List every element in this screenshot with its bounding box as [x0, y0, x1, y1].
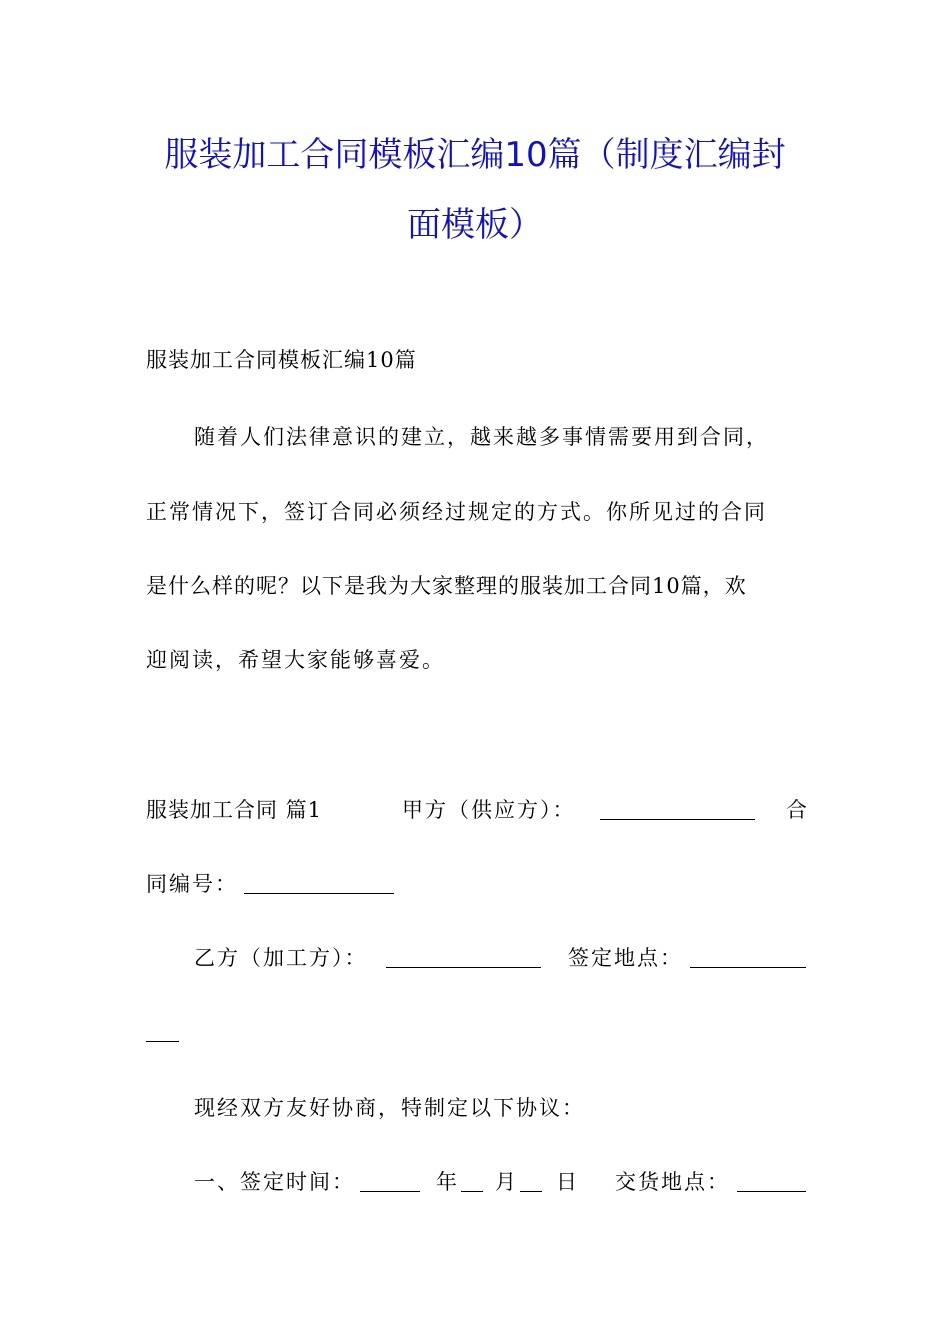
- party-a-blank: [600, 799, 755, 820]
- party-b-label: 乙方（加工方）：: [194, 946, 368, 970]
- party-a-label: 甲方（供应方）：: [402, 798, 576, 822]
- sign-month-blank: [461, 1171, 483, 1192]
- intro-line-3: 是什么样的呢？以下是我为大家整理的服装加工合同10篇，欢: [146, 574, 747, 598]
- delivery-place-label: 交货地点：: [615, 1170, 730, 1194]
- sign-place-blank: [690, 947, 806, 968]
- agreement-intro: 现经双方友好协商，特制定以下协议：: [194, 1096, 585, 1120]
- intro-line-2: 正常情况下，签订合同必须经过规定的方式。你所见过的合同: [146, 500, 767, 524]
- document-subtitle: 服装加工合同模板汇编10篇: [146, 348, 417, 372]
- delivery-place-blank: [737, 1171, 806, 1192]
- item1-label: 一、签定时间：: [194, 1170, 355, 1194]
- contract-no-blank: [244, 873, 394, 894]
- contract-no-label: 同编号：: [146, 872, 238, 896]
- month-label: 月: [495, 1170, 518, 1194]
- intro-line-1: 随着人们法律意识的建立，越来越多事情需要用到合同，: [194, 425, 769, 449]
- document-title-line-2: 面模板）: [407, 205, 543, 245]
- contract-no-start: 合: [786, 798, 809, 822]
- sign-day-blank: [520, 1171, 542, 1192]
- contract-heading: 服装加工合同 篇1: [146, 798, 323, 822]
- sign-place-label: 签定地点：: [568, 946, 683, 970]
- year-label: 年: [436, 1170, 459, 1194]
- party-b-blank: [386, 947, 541, 968]
- day-label: 日: [556, 1170, 579, 1194]
- intro-line-4: 迎阅读，希望大家能够喜爱。: [146, 648, 445, 672]
- sign-year-blank: [360, 1171, 420, 1192]
- sign-place-blank-continued: [146, 1021, 179, 1042]
- document-title-line-1: 服装加工合同模板汇编10篇（制度汇编封: [164, 135, 786, 175]
